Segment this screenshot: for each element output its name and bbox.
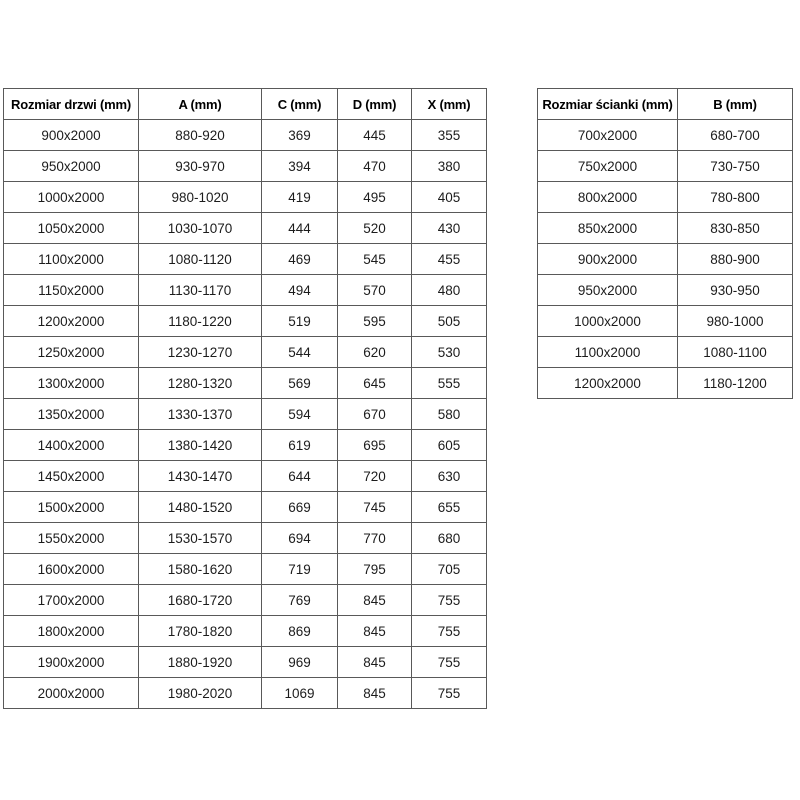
table-cell: 694 bbox=[262, 523, 338, 554]
table-row bbox=[4, 182, 487, 213]
table-row bbox=[4, 306, 487, 337]
table-cell: 670 bbox=[338, 399, 412, 430]
table-row bbox=[538, 337, 793, 368]
table-cell: 700x2000 bbox=[538, 120, 678, 151]
table-cell: 930-950 bbox=[678, 275, 793, 306]
table-cell: 880-900 bbox=[678, 244, 793, 275]
table-cell: 980-1000 bbox=[678, 306, 793, 337]
table-row bbox=[4, 554, 487, 585]
table-cell: 355 bbox=[412, 120, 487, 151]
table-cell: 1080-1100 bbox=[678, 337, 793, 368]
table-row bbox=[4, 213, 487, 244]
table-cell: 1500x2000 bbox=[4, 492, 139, 523]
table-cell: 869 bbox=[262, 616, 338, 647]
table-cell: 669 bbox=[262, 492, 338, 523]
table-row bbox=[538, 244, 793, 275]
table-cell: 569 bbox=[262, 368, 338, 399]
table-cell: 1280-1320 bbox=[139, 368, 262, 399]
table-cell: 1130-1170 bbox=[139, 275, 262, 306]
table-cell: 1530-1570 bbox=[139, 523, 262, 554]
table-cell: 1150x2000 bbox=[4, 275, 139, 306]
table-row bbox=[4, 647, 487, 678]
table-row bbox=[538, 275, 793, 306]
table-cell: 1230-1270 bbox=[139, 337, 262, 368]
table-cell: 969 bbox=[262, 647, 338, 678]
table-row bbox=[4, 337, 487, 368]
table-cell: 469 bbox=[262, 244, 338, 275]
table-cell: 1450x2000 bbox=[4, 461, 139, 492]
column-header: A (mm) bbox=[139, 89, 262, 120]
table-cell: 695 bbox=[338, 430, 412, 461]
table-cell: 630 bbox=[412, 461, 487, 492]
table-cell: 1330-1370 bbox=[139, 399, 262, 430]
table-cell: 1180-1200 bbox=[678, 368, 793, 399]
table-cell: 544 bbox=[262, 337, 338, 368]
table-cell: 755 bbox=[412, 616, 487, 647]
table-cell: 900x2000 bbox=[538, 244, 678, 275]
table-cell: 1400x2000 bbox=[4, 430, 139, 461]
table-cell: 795 bbox=[338, 554, 412, 585]
table-cell: 1780-1820 bbox=[139, 616, 262, 647]
table-cell: 430 bbox=[412, 213, 487, 244]
table-cell: 1200x2000 bbox=[4, 306, 139, 337]
table-row bbox=[4, 430, 487, 461]
wall-table-header-row bbox=[538, 89, 793, 120]
table-cell: 880-920 bbox=[139, 120, 262, 151]
table-cell: 619 bbox=[262, 430, 338, 461]
table-cell: 1550x2000 bbox=[4, 523, 139, 554]
table-cell: 680 bbox=[412, 523, 487, 554]
table-cell: 830-850 bbox=[678, 213, 793, 244]
table-cell: 930-970 bbox=[139, 151, 262, 182]
table-cell: 755 bbox=[412, 585, 487, 616]
table-cell: 1180-1220 bbox=[139, 306, 262, 337]
table-row bbox=[538, 120, 793, 151]
table-cell: 1030-1070 bbox=[139, 213, 262, 244]
table-cell: 505 bbox=[412, 306, 487, 337]
table-cell: 369 bbox=[262, 120, 338, 151]
table-cell: 595 bbox=[338, 306, 412, 337]
table-cell: 405 bbox=[412, 182, 487, 213]
table-cell: 1430-1470 bbox=[139, 461, 262, 492]
table-cell: 750x2000 bbox=[538, 151, 678, 182]
table-cell: 1600x2000 bbox=[4, 554, 139, 585]
table-cell: 620 bbox=[338, 337, 412, 368]
door-table-body bbox=[4, 120, 487, 709]
table-cell: 520 bbox=[338, 213, 412, 244]
door-size-table bbox=[3, 88, 487, 709]
table-cell: 570 bbox=[338, 275, 412, 306]
table-row bbox=[4, 368, 487, 399]
column-header: Rozmiar ścianki (mm) bbox=[538, 89, 678, 120]
table-cell: 1100x2000 bbox=[538, 337, 678, 368]
table-row bbox=[4, 461, 487, 492]
table-cell: 645 bbox=[338, 368, 412, 399]
table-cell: 845 bbox=[338, 616, 412, 647]
table-cell: 1900x2000 bbox=[4, 647, 139, 678]
table-cell: 1700x2000 bbox=[4, 585, 139, 616]
table-cell: 444 bbox=[262, 213, 338, 244]
wall-size-table bbox=[537, 88, 793, 399]
table-cell: 1680-1720 bbox=[139, 585, 262, 616]
table-row bbox=[4, 151, 487, 182]
table-cell: 655 bbox=[412, 492, 487, 523]
table-cell: 1200x2000 bbox=[538, 368, 678, 399]
table-cell: 730-750 bbox=[678, 151, 793, 182]
table-row bbox=[538, 306, 793, 337]
table-cell: 1580-1620 bbox=[139, 554, 262, 585]
table-cell: 455 bbox=[412, 244, 487, 275]
table-row bbox=[4, 523, 487, 554]
table-row bbox=[4, 399, 487, 430]
table-cell: 719 bbox=[262, 554, 338, 585]
column-header: C (mm) bbox=[262, 89, 338, 120]
table-row bbox=[538, 368, 793, 399]
table-cell: 1100x2000 bbox=[4, 244, 139, 275]
table-cell: 519 bbox=[262, 306, 338, 337]
table-cell: 900x2000 bbox=[4, 120, 139, 151]
table-row bbox=[4, 120, 487, 151]
table-cell: 1980-2020 bbox=[139, 678, 262, 709]
table-cell: 850x2000 bbox=[538, 213, 678, 244]
table-cell: 445 bbox=[338, 120, 412, 151]
table-cell: 1300x2000 bbox=[4, 368, 139, 399]
table-row bbox=[538, 182, 793, 213]
column-header: D (mm) bbox=[338, 89, 412, 120]
table-cell: 605 bbox=[412, 430, 487, 461]
table-cell: 980-1020 bbox=[139, 182, 262, 213]
table-cell: 480 bbox=[412, 275, 487, 306]
table-cell: 800x2000 bbox=[538, 182, 678, 213]
table-cell: 845 bbox=[338, 647, 412, 678]
table-row bbox=[4, 678, 487, 709]
table-cell: 594 bbox=[262, 399, 338, 430]
table-cell: 1000x2000 bbox=[538, 306, 678, 337]
table-cell: 769 bbox=[262, 585, 338, 616]
table-cell: 845 bbox=[338, 678, 412, 709]
table-cell: 680-700 bbox=[678, 120, 793, 151]
table-row bbox=[4, 492, 487, 523]
table-row bbox=[4, 244, 487, 275]
table-cell: 545 bbox=[338, 244, 412, 275]
table-cell: 845 bbox=[338, 585, 412, 616]
table-cell: 530 bbox=[412, 337, 487, 368]
table-cell: 705 bbox=[412, 554, 487, 585]
table-cell: 580 bbox=[412, 399, 487, 430]
table-cell: 755 bbox=[412, 678, 487, 709]
table-row bbox=[538, 213, 793, 244]
table-cell: 555 bbox=[412, 368, 487, 399]
table-cell: 470 bbox=[338, 151, 412, 182]
column-header: X (mm) bbox=[412, 89, 487, 120]
door-table-header-row bbox=[4, 89, 487, 120]
table-cell: 644 bbox=[262, 461, 338, 492]
table-cell: 380 bbox=[412, 151, 487, 182]
table-cell: 780-800 bbox=[678, 182, 793, 213]
wall-table-body bbox=[538, 120, 793, 399]
table-cell: 755 bbox=[412, 647, 487, 678]
table-cell: 950x2000 bbox=[538, 275, 678, 306]
table-row bbox=[4, 585, 487, 616]
table-cell: 1800x2000 bbox=[4, 616, 139, 647]
table-cell: 394 bbox=[262, 151, 338, 182]
table-cell: 1250x2000 bbox=[4, 337, 139, 368]
table-cell: 1380-1420 bbox=[139, 430, 262, 461]
table-cell: 1350x2000 bbox=[4, 399, 139, 430]
table-cell: 1080-1120 bbox=[139, 244, 262, 275]
table-cell: 495 bbox=[338, 182, 412, 213]
table-cell: 1880-1920 bbox=[139, 647, 262, 678]
table-row bbox=[4, 275, 487, 306]
table-cell: 720 bbox=[338, 461, 412, 492]
table-cell: 1000x2000 bbox=[4, 182, 139, 213]
table-row bbox=[4, 616, 487, 647]
table-cell: 1069 bbox=[262, 678, 338, 709]
table-row bbox=[538, 151, 793, 182]
table-cell: 770 bbox=[338, 523, 412, 554]
column-header: B (mm) bbox=[678, 89, 793, 120]
table-cell: 950x2000 bbox=[4, 151, 139, 182]
table-cell: 745 bbox=[338, 492, 412, 523]
table-cell: 494 bbox=[262, 275, 338, 306]
column-header: Rozmiar drzwi (mm) bbox=[4, 89, 139, 120]
table-cell: 1050x2000 bbox=[4, 213, 139, 244]
table-cell: 1480-1520 bbox=[139, 492, 262, 523]
table-cell: 419 bbox=[262, 182, 338, 213]
table-cell: 2000x2000 bbox=[4, 678, 139, 709]
